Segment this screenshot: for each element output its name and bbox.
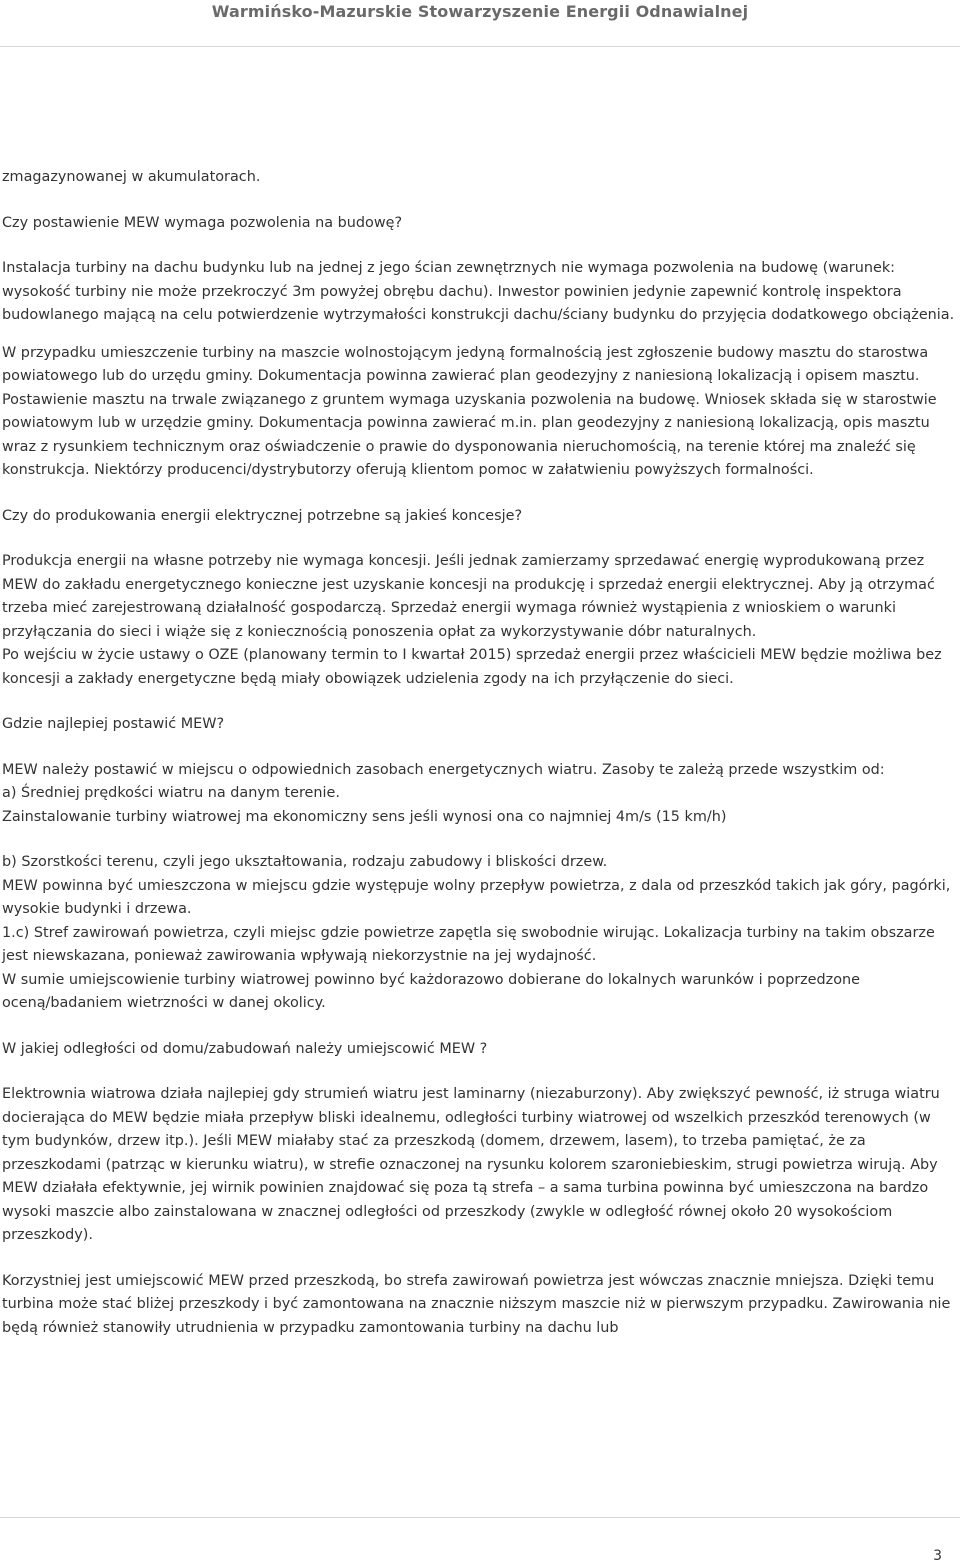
- paragraph-permanent-mast: Postawienie masztu na trwale związanego z gruntem wymaga uzyskania pozwolenia na budowę. Wniosek składa się w starostwie powiatowym lub w urzędzie gminy. Dokumentacja powinna zawierać m.in. plan geodezyjny z naniesioną lokalizacją, opis masztu wraz z rysunkiem technicznym oraz oświadczenie o prawie do dysponowania nieruchomością, na terenie której ma znaleźć się konstrukcja. Niektórzy producenci/dystrybutorzy oferują klientom pomoc w załatwieniu powyższych formalności.: [2, 391, 937, 478]
- paragraph-summary: W sumie umiejscowienie turbiny wiatrowej powinno być każdorazowo dobierane do lokalnych warunków i poprzedzone oceną/badaniem wietrzności w danej okolicy.: [2, 971, 861, 1011]
- paragraph-freestanding-mast: W przypadku umieszczenie turbiny na maszcie wolnostojącym jedyną formalnością jest zgłoszenie budowy masztu do starostwa powiatowego lub do urzędu gminy. Dokumentacja powinna zawierać plan geodezyjny z naniesioną lokalizacją i opisem masztu.: [2, 344, 929, 384]
- paragraph-before-obstacle: Korzystniej jest umiejscowić MEW przed przeszkodą, bo strefa zawirowań powietrza jest wówczas znacznie mniejsza. Dzięki temu turbina może stać bliżej przeszkody i być zamontowana na znacznie niższym maszcie niż w pierwszym przypadku. Zawirowania nie będą również stanowiły utrudnienia w przypadku zamontowania turbiny na dachu lub: [2, 1272, 951, 1336]
- page-number: 3: [933, 1548, 942, 1564]
- paragraph-oze-law: Po wejściu w życie ustawy o OZE (planowany termin to I kwartał 2015) sprzedaż energii przez właścicieli MEW będzie możliwa bez koncesji a zakłady energetyczne będą miały obowiązek udzielenia zgody na ich przyłączenie do sieci.: [2, 647, 942, 687]
- question-heading-location: Gdzie najlepiej postawić MEW?: [2, 716, 225, 732]
- footer-divider: [0, 1517, 960, 1518]
- list-item-turbulence: 1.c) Stref zawirowań powietrza, czyli miejsc gdzie powietrze zapętla się swobodnie wirując. Lokalizacja turbiny na takim obszarze jest niewskazana, ponieważ zawirowania wpływają niekorzystnie na jej wydajność.: [2, 924, 935, 964]
- paragraph-wind-speed-note: Zainstalowanie turbiny wiatrowej ma ekonomiczny sens jeśli wynosi ona co najmniej 4m/s (15 km/h): [2, 808, 727, 825]
- list-item-roughness: b) Szorstkości terenu, czyli jego ukształtowania, rodzaju zabudowy i bliskości drzew.: [2, 854, 608, 870]
- header-title: Warmińsko-Mazurskie Stowarzyszenie Energii Odnawialnej: [211, 2, 749, 21]
- list-item-wind-speed: a) Średniej prędkości wiatru na danym terenie.: [2, 785, 340, 801]
- paragraph-roof-install: Instalacja turbiny na dachu budynku lub na jednej z jego ścian zewnętrznych nie wymaga pozwolenia na budowę (warunek: wysokość turbiny nie może przekroczyć 3m powyżej obrębu dachu). Inwestor powinien jedynie zapewnić kontrolę inspektora budowlanego mającą na celu potwierdzenie wytrzymałości konstrukcji dachu/ściany budynku do przyjęcia dodatkowego obciążenia.: [2, 260, 955, 323]
- paragraph-laminar-flow: Elektrownia wiatrowa działa najlepiej gdy strumień wiatru jest laminarny (niezaburzony). Aby zwiększyć pewność, iż struga wiatru docierająca do MEW będzie miała przepływ bliski idealnemu, odległości turbiny wiatrowej od wszelkich przeszkód terenowych (w tym budynków, drzew itp.). Jeśli MEW miałaby stać za przeszkodą (domem, drzewem, lasem), to trzeba pamiętać, że za przeszkodami (patrząc w kierunku wiatru), w strefie oznaczonej na rysunku kolorem szaroniebieskim, strugi powietrza wirują. Aby MEW działała efektywnie, jej wirnik powinien znajdować się poza tą strefa – a sama turbina powinna być umieszczona na bardzo wysoki maszcie albo zainstalowana w znacznej odległości od przeszkody (zwykle w odległość równej około 20 wysokościom przeszkody).: [2, 1086, 940, 1243]
- paragraph-location-intro: MEW należy postawić w miejscu o odpowiednich zasobach energetycznych wiatru. Zasoby te zależą przede wszystkim od:: [2, 761, 885, 778]
- paragraph-free-airflow: MEW powinna być umieszczona w miejscu gdzie występuje wolny przepływ powietrza, z dala od przeszkód takich jak góry, pagórki, wysokie budynki i drzewa.: [2, 877, 951, 917]
- page-header: [0, 0, 960, 47]
- document-body: [2, 166, 957, 1340]
- question-heading-distance: W jakiej odległości od domu/zabudowań należy umiejscowić MEW ?: [2, 1040, 488, 1057]
- paragraph-continuation: zmagazynowanej w akumulatorach.: [2, 169, 261, 185]
- paragraph-licence-info: Produkcja energii na własne potrzeby nie wymaga koncesji. Jeśli jednak zamierzamy sprzedawać energię wyprodukowaną przez MEW do zakładu energetycznego konieczne jest uzyskanie koncesji na produkcję i sprzedaż energii elektrycznej. Aby ją otrzymać trzeba mieć zarejestrowaną działalność gospodarczą. Sprzedaż energii wymaga również wystąpienia z wnioskiem o warunki przyłączania do sieci i wiąże się z koniecznością ponoszenia opłat za wykorzystywanie dóbr naturalnych.: [2, 553, 935, 640]
- question-heading-licences: Czy do produkowania energii elektrycznej potrzebne są jakieś koncesje?: [2, 507, 523, 524]
- question-heading-permit: Czy postawienie MEW wymaga pozwolenia na budowę?: [2, 214, 403, 231]
